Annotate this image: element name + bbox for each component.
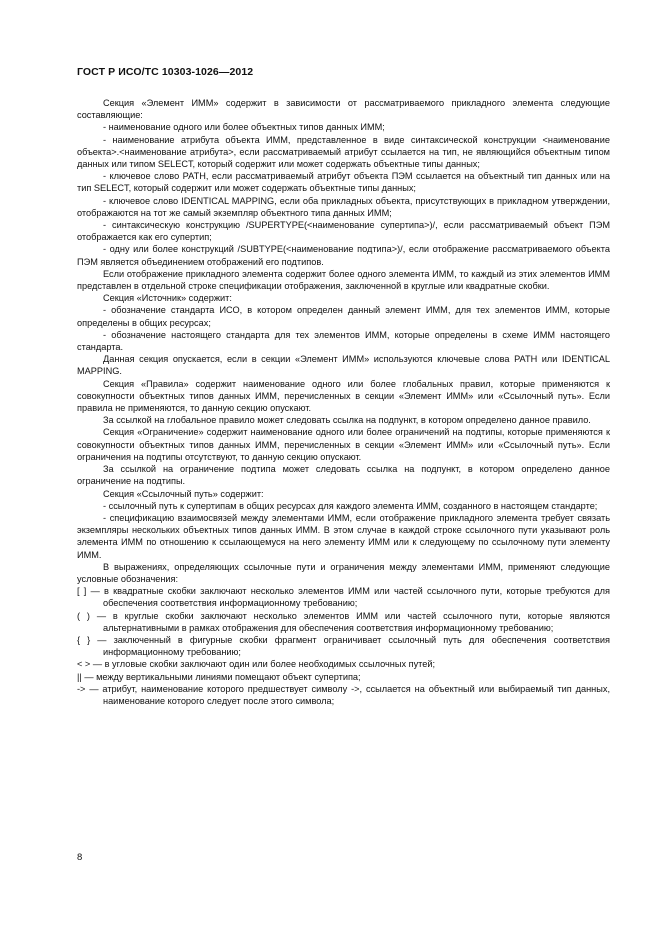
symbol-definition: [ ] — в квадратные скобки заключают несколько элементов ИММ или частей ссылочного пути, которые требуются для обеспечения соответствия информационному требованию; (77, 586, 610, 609)
paragraph: - наименование атрибута объекта ИММ, представленное в виде синтаксической конструкции <наименование объекта>.<наименование атрибута>, если рассматриваемый атрибут ссылается на тип, не являющийся объектным типом данных или типом SELECT, который содержит или может содержать объектные типы данных; (77, 134, 610, 170)
paragraph: - наименование одного или более объектных типов данных ИММ; (103, 122, 385, 133)
symbol-definition: -> — атрибут, наименование которого предшествует символу ->, ссылается на объектный или выбираемый тип данных, наименование которого следует после этого символа; (77, 683, 610, 706)
paragraph: - ключевое слово PATH, если рассматриваемый атрибут объекта ПЭМ ссылается на объектный тип данных или на тип SELECT, который содержит или может содержать объектные типы данных; (77, 171, 610, 194)
paragraph: Данная секция опускается, если в секции «Элемент ИММ» используются ключевые слова PATH или IDENTICAL MAPPING. (77, 354, 610, 377)
paragraph: Секция «Элемент ИММ» содержит в зависимости от рассматриваемого прикладного элемента следующие составляющие: (77, 98, 610, 121)
document-body (77, 97, 610, 707)
paragraph: - спецификацию взаимосвязей между элементами ИММ, если отображение прикладного элемента требует связать экземпляры нескольких объектных типов данных ИММ. В этом случае в каждой строке ссылочного пути указывают роль элемента ИММ по отношению к ссылающемуся на него элементу ИММ или к следующему по ссылочному пути элементу ИММ. (77, 512, 610, 560)
paragraph: - ссылочный путь к супертипам в общих ресурсах для каждого элемента ИММ, созданного в настоящем стандарте; (103, 500, 598, 511)
paragraph: - ключевое слово IDENTICAL MAPPING, если оба прикладных объекта, присутствующих в прикладном утверждении, отображаются на тот же самый экземпляр объектного типа данных ИММ; (77, 195, 610, 218)
paragraph: Секция «Правила» содержит наименование одного или более глобальных правил, которые применяются к совокупности объектных типов данных ИММ, перечисленных в секции «Элемент ИММ» или «Ссылочный путь». Если правила не применяются, то данную секцию опускают. (77, 378, 610, 414)
paragraph: - синтаксическую конструкцию /SUPERTYPE(<наименование супертипа>)/, если рассматриваемый объект ПЭМ отображается как его супертип; (77, 220, 610, 243)
page-number: 8 (77, 852, 83, 863)
paragraph: За ссылкой на ограничение подтипа может следовать ссылка на подпункт, в котором определено данное ограничение на подтипы. (77, 464, 610, 487)
standard-header: ГОСТ Р ИСО/ТС 10303-1026—2012 (77, 66, 254, 78)
paragraph: В выражениях, определяющих ссылочные пути и ограничения между элементами ИММ, применяют следующие условные обозначения: (77, 561, 610, 584)
paragraph: - обозначение стандарта ИСО, в котором определен данный элемент ИММ, для тех элементов ИММ, которые определены в общих ресурсах; (77, 305, 610, 328)
paragraph: - обозначение настоящего стандарта для тех элементов ИММ, которые определены в схеме ИММ настоящего стандарта. (77, 329, 610, 353)
paragraph: За ссылкой на глобальное правило может следовать ссылка на подпункт, в котором определено данное правило. (103, 415, 591, 426)
symbol-definition: < > — в угловые скобки заключают один или более необходимых ссылочных путей; (77, 659, 436, 670)
symbol-definition: { } — заключенный в фигурные скобки фрагмент ограничивает ссылочный путь для обеспечения соответствия информационному требованию; (77, 634, 610, 658)
paragraph: Секция «Ссылочный путь» содержит: (103, 488, 264, 499)
paragraph: - одну или более конструкций /SUBTYPE(<наименование подтипа>)/, если отображение рассматриваемого объекта ПЭМ является объединением отображений его подтипов. (77, 244, 610, 267)
paragraph: Секция «Ограничение» содержит наименование одного или более ограничений на подтипы, которые применяются к совокупности объектных типов данных ИММ, перечисленных в секции «Элемент ИММ» или «Ссылочный путь». Если ограничения на подтипы отсутствуют, то данную секцию опускают. (77, 427, 610, 462)
paragraph: Если отображение прикладного элемента содержит более одного элемента ИММ, то каждый из этих элементов ИММ представлен в отдельной строке спецификации отображения, заключенной в круглые или квадратные скобки. (77, 268, 610, 292)
symbol-definition: || — между вертикальными линиями помещают объект супертипа; (77, 671, 361, 682)
symbol-definition: ( ) — в круглые скобки заключают несколько элементов ИММ или частей ссылочного пути, которые являются альтернативными в рамках отображения для обеспечения соответствия информационному требованию; (77, 610, 610, 633)
paragraph: Секция «Источник» содержит: (103, 293, 232, 304)
